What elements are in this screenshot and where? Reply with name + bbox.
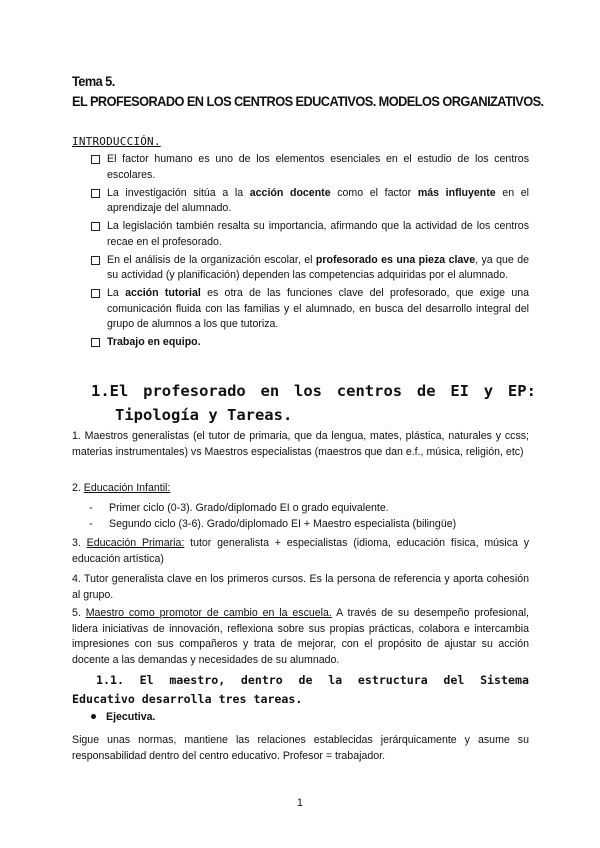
title-subject: EL PROFESORADO EN LOS CENTROS EDUCATIVOS. MODELOS ORGANIZATIVOS. [72,94,544,109]
paragraph-text: A través de su desempeño profesional, lidera iniciativas de innovación, reflexiona sobre sus propias prácticas, colabora e intercambia impresiones con sus compañeros y trata de mejorar, con el propósito de ajustar su acción docente a las demandas y necesidades de su alumnado. [72,607,530,666]
intro-bold-text: acción tutorial [125,287,201,300]
paragraph-promotor [72,606,529,668]
intro-item [91,335,529,351]
paragraph-number: 3. [72,537,87,549]
checkbox-icon [91,222,100,231]
intro-text: La legislación también resalta su importancia, afirmando que la actividad de los centros recae en el profesorado. [107,220,529,248]
subsection-heading [72,671,529,709]
intro-text: en el aprendizaje del alumnado. [107,186,530,215]
paragraph-underlined: Maestro como promotor de cambio en la escuela. [85,607,332,619]
checkbox-icon [91,289,100,298]
intro-text: La investigación sitúa a la [107,186,250,199]
intro-list [91,152,529,354]
intro-item [91,253,529,284]
heading-word: centros [336,382,403,400]
intro-item [91,186,529,217]
checkbox-icon [91,189,100,198]
heading-word: El [139,673,154,687]
paragraph-number: 5. [72,607,86,619]
intro-text: En el análisis de la organización escolar, el [107,253,316,266]
intro-heading: INTRODUCCIÓN. [72,135,161,148]
paragraph-infantil [72,481,529,497]
heading-word: EP: [507,382,536,400]
heading-word: EI [450,382,470,400]
list-item-text: Segundo ciclo (3-6). Grado/diplomado EI + Maestro especialista (bilingüe) [109,517,457,530]
intro-text: , ya que de su actividad (y planificación) dependen las competencias adquiridas por el alumnado. [107,253,530,282]
intro-item [91,286,529,333]
heading-word: la [328,673,343,687]
paragraph-text: tutor generalista + especialistas (idioma, educación física, música y educación artística) [72,537,529,565]
intro-text: El factor humano es uno de los elementos esenciales en el estudio de los centros escolares. [107,153,529,181]
intro-text: La [107,287,126,300]
subsection-heading-line1 [72,671,529,690]
dash-icon: - [89,517,93,530]
bullet-label: Ejecutiva. [106,711,156,723]
paragraph-primaria [72,536,529,567]
intro-item [91,152,529,183]
heading-word: profesorado [143,382,246,400]
intro-bold-text: Trabajo en equipo. [107,336,201,349]
document-title [72,72,542,112]
subsection-heading-line2: Educativo desarrolla tres tareas. [72,692,303,706]
bullet-icon [91,714,96,719]
intro-bold-text: profesorado es una pieza clave [315,253,476,266]
dash-icon: - [89,502,93,514]
checkbox-icon [91,256,100,265]
list-item [89,501,519,517]
heading-word: y [483,382,494,400]
list-item-text: Primer ciclo (0-3). Grado/diplomado EI o grado equivalente. [109,502,389,514]
heading-word: maestro, [169,673,226,687]
heading-word: estructura [357,673,428,687]
heading-word: los [294,382,322,400]
section-heading [91,379,536,427]
paragraph-tutor: 4. Tutor generalista clave en los primeros cursos. Es la persona de referencia y aporta cohesión al grupo. [72,573,529,601]
list-item [89,517,519,533]
paragraph-maestros: 1. Maestros generalistas (el tutor de primaria, que da lengua, mates, plástica, naturales y ccss; materias instrumentales) vs Maestros especialistas (maestros que dan e.f., música, religión, etc) [72,430,529,458]
heading-word: Sistema [480,673,529,687]
paragraph-ejecutiva: Sigue unas normas, mantiene las relaciones establecidas jerárquicamente y asume su responsabilidad dentro del centro educativo. Profesor = trabajador. [72,734,529,762]
heading-word: en [260,382,280,400]
heading-word: 1.1. [96,673,124,687]
paragraph-number: 2. [72,482,84,494]
heading-word: del [443,673,465,687]
intro-text: es otra de las funciones clave del profesorado, que exige una comunicación fluida con las familias y el alumnado, en busca del desarrollo integral del grupo de alumnos a los que tutoriza. [107,287,529,331]
paragraph-underlined: Educación Primaria: [86,537,185,549]
section-heading-line2: Tipología y Tareas. [115,406,293,424]
intro-item [91,219,529,250]
checkbox-icon [91,338,100,347]
heading-word: de [298,673,313,687]
infantil-list [89,501,519,532]
title-topic: Tema 5. [72,74,115,89]
intro-text: como el factor [330,186,418,199]
heading-word: 1.El [91,382,129,400]
paragraph-underlined: Educación Infantil: [83,482,171,494]
heading-word: de [416,382,436,400]
heading-word: dentro [240,673,283,687]
intro-bold-text: acción docente [249,186,331,199]
page-number: 1 [297,797,303,809]
intro-bold-text: más influyente [417,186,496,199]
section-heading-line1 [91,379,536,403]
checkbox-icon [91,155,100,164]
bullet-ejecutiva [91,711,155,723]
